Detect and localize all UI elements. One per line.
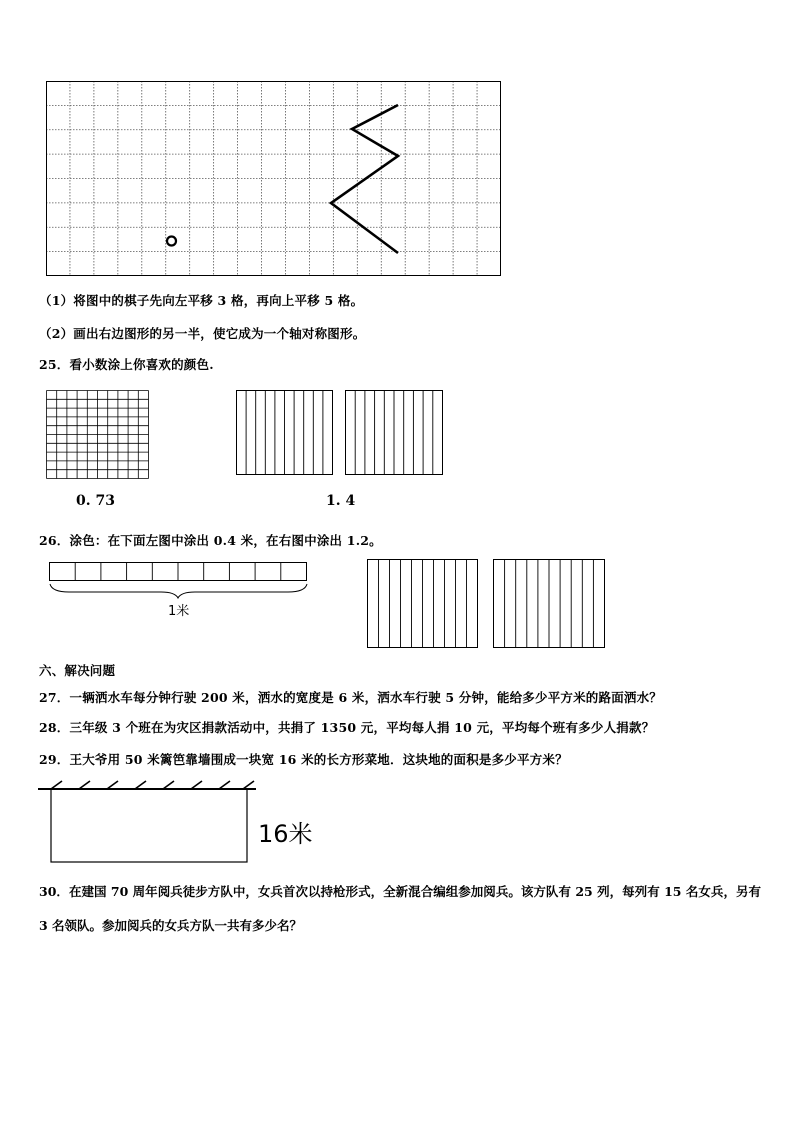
q24-sub2: （2）画出右边图形的另一半，使它成为一个轴对称图形。	[39, 326, 366, 341]
translation-grid	[46, 81, 502, 277]
q26-question: 26．涂色：在下面左图中涂出 0.4 米，在右图中涂出 1.2。	[39, 533, 382, 548]
q28-question: 28．三年级 3 个班在为灾区捐款活动中，共捐了 1350 元，平均每人捐 10 元，平均每个班有多少人捐款？	[39, 720, 655, 735]
tenths-strip-box-3	[367, 559, 479, 649]
chess-piece	[167, 237, 176, 246]
one-meter-ruler	[49, 562, 309, 600]
tenths-strip-box-4	[493, 559, 606, 649]
q30-question: 30．在建国 70 周年阅兵徒步方队中，女兵首次以持枪形式，全新混合编组参加阅兵。该方队有 25 列，每列有 15 名女兵，另有 3 名领队。参加阅兵的女兵方队一共有多少名？	[39, 884, 761, 933]
tenths-strip-box-1	[236, 390, 334, 476]
decimal-label-1-4: 1. 4	[326, 493, 356, 509]
grid-border	[47, 82, 501, 276]
ruler-label: 1米	[168, 604, 190, 619]
ruler-brace	[50, 584, 307, 598]
decimal-label-0-73: 0. 73	[76, 493, 115, 509]
tenths-strip-box-2	[345, 390, 444, 476]
q29-question: 29．王大爷用 50 米篱笆靠墙围成一块宽 16 米的长方形菜地．这块地的面积是多少平方米？	[39, 752, 568, 767]
section-heading: 六、解决问题	[39, 663, 116, 678]
q24-sub1: （1）将图中的棋子先向左平移 3 格，再向上平移 5 格。	[39, 293, 364, 308]
garden-figure	[38, 778, 258, 866]
hundred-square-grid	[46, 390, 150, 480]
q27-question: 27．一辆洒水车每分钟行驶 200 米，洒水的宽度是 6 米，洒水车行驶 5 分钟，能给多少平方米的路面洒水？	[39, 690, 662, 705]
q25-question: 25．看小数涂上你喜欢的颜色.	[39, 357, 214, 372]
vegetable-plot	[51, 789, 247, 862]
wall-hatching	[51, 781, 254, 789]
width-label: 16米	[258, 820, 313, 848]
half-zigzag-figure	[331, 105, 398, 253]
